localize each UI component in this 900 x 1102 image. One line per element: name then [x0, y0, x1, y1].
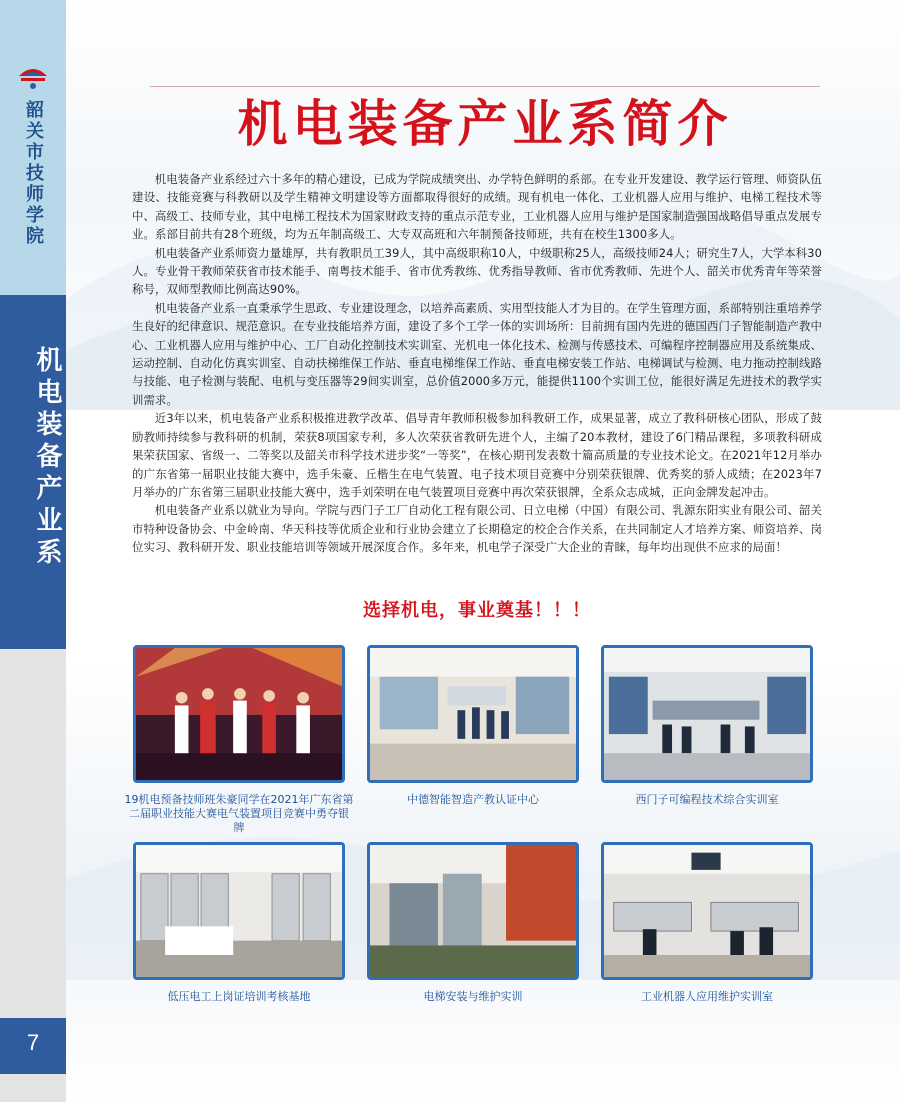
photo-siemens-center [367, 645, 579, 783]
paragraph: 机电装备产业系一直秉承学生思政、专业建设理念，以培养高素质、实用型技能人才为目的。在学生管理方面，系部特别注重培养学生良好的纪律意识、规范意识。在专业技能培养方面，建设了多个工学一体的实训场所：目前拥有国内先进的德国西门子智能制造产教中心、工业机器人应用与维护中心、工厂自动化控制技术实训室、光机电一体化技术、检测与传感技术、可编程序控制器应用及系统集成、运动控制、自动化仿真实训室、自动扶梯维保工作站、垂直电梯维保工作站、垂直电梯安装工作站、电梯调试与检测、电力拖动控制线路与技能、电子检测与装配、电机与变压器等29间实训室，总价值2000多万元，能提供1100个实训工位，能很好满足先进技术的教学实训需求。 [132, 300, 822, 407]
paragraph: 机电装备产业系师资力量雄厚，共有教职员工39人，其中高级职称10人，中级职称25人，高级技师24人；研究生7人，大学本科30人。专业骨干教师荣获省市技术能手、南粤技术能手、省市优秀教练、优秀指导教师、省市优秀教师、先进个人、韶关市优秀青年等荣誉称号，双师型教师比例高达90%。 [132, 245, 822, 297]
page-number: 7 [26, 1030, 40, 1055]
school-logo-icon [15, 60, 51, 92]
photo-competition-award [133, 645, 345, 783]
paragraph: 近3年以来，机电装备产业系积极推进教学改革、倡导青年教师积极参加科教研工作，成果显著，成立了教科研核心团队，形成了鼓励教师持续参与教科研的机制，荣获8项国家专利，多人次荣获省教研先进个人，主编了20本教材，建设了6门精品课程，多项教科研成果荣获国家、省级一、二等奖以及韶关市科学技术进步奖“一等奖”，在核心期刊发表数十篇高质量的专业技术论文。在2021年12月举办的广东省第一届职业技能大赛中，选手朱豪、丘楷生在电气装置、电子技术项目竞赛中分别荣获银牌、优秀奖的骄人成绩；在2023年7月举办的广东省第三届职业技能大赛中，选手刘荣明在电气装置项目竞赛中再次荣获银牌，全系众志成城，正向金牌发起冲击。 [132, 411, 822, 499]
photo-electrician-base [133, 842, 345, 980]
photo-elevator-training [367, 842, 579, 980]
paragraph: 机电装备产业系经过六十多年的精心建设，已成为学院成绩突出、办学特色鲜明的系部。在专业开发建设、教学运行管理、师资队伍建设、技能竞赛与科教研以及学生精神文明建设等方面都取得很好的成绩。现有机电一体化、工业机器人应用与维护、电梯工程技术等中、高级工、技师专业，其中电梯工程技术为国家财政支持的重点示范专业，工业机器人应用与维护是国家制造强国战略倡导重点发展专业。系部目前共有28个班级，均为五年制高级工、大专双高班和六年制预备技师班，共有在校生1300多人。 [132, 172, 822, 242]
photo-caption: 电梯安装与维护实训 [423, 990, 523, 1003]
title-block [150, 76, 820, 153]
intro-body [132, 170, 822, 557]
page-title: 机电装备产业系简介 [237, 95, 733, 153]
slogan: 选择机电，事业奠基！！！ [363, 600, 591, 621]
photo-caption: 低压电工上岗证培训考核基地 [167, 990, 311, 1003]
department-name: 机电装备产业系 [32, 346, 62, 570]
sidebar [0, 0, 66, 1102]
photo-robot-lab [601, 842, 813, 980]
photo-plc-lab [601, 645, 813, 783]
photo-caption: 19机电预备技师班朱豪同学在2021年广东省第二届职业技能大赛电气装置项目竞赛中勇夺银牌 [124, 793, 354, 834]
paragraph: 机电装备产业系以就业为导向。学院与西门子工厂自动化工程有限公司、日立电梯（中国）有限公司、乳源东阳实业有限公司、韶关市特种设备协会、中金岭南、华天科技等优质企业和行业协会建立了长期稳定的校企合作关系，在共同制定人才培养方案、师资培养、岗位实习、教科研开发、职业技能培训等领域开展深度合作。多年来，机电学子深受广大企业的青睐，每年均出现供不应求的局面！ [132, 503, 822, 555]
photo-caption: 中德智能智造产教认证中心 [407, 793, 539, 806]
photo-caption: 西门子可编程技术综合实训室 [635, 793, 779, 806]
school-name: 韶关市技师学院 [23, 100, 44, 247]
photo-caption: 工业机器人应用维护实训室 [641, 990, 773, 1003]
